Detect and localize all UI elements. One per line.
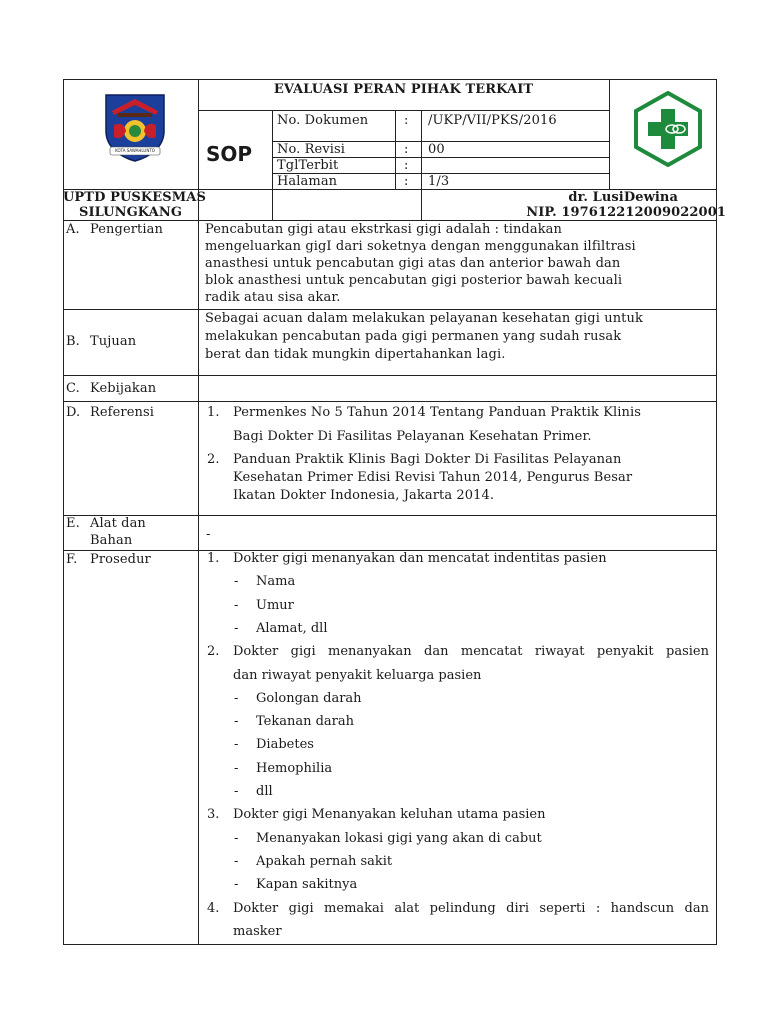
- procedure-list: [198, 547, 716, 942]
- procedure-step-text: dan riwayat penyakit keluarga pasien: [233, 667, 482, 683]
- doc-number-value: /UKP/VII/PKS/2016: [428, 113, 557, 128]
- procedure-step-number: 2.: [207, 644, 220, 660]
- section-a-label: A.: [66, 222, 80, 237]
- issue-date-label: TglTerbit: [277, 158, 339, 173]
- section-f-title: Prosedur: [90, 552, 151, 567]
- reference-line: Permenkes No 5 Tahun 2014 Tentang Panduan Praktik Klinis: [233, 405, 642, 420]
- page-value: 1/3: [428, 174, 450, 189]
- section-a-line: Pencabutan gigi atau ekstrkasi gigi adalah : tindakan: [205, 222, 562, 237]
- grid-line: [63, 944, 717, 945]
- section-f-label: F.: [66, 552, 78, 567]
- city-logo-banner: KOTA SAWAHLUNTO: [115, 148, 155, 153]
- procedure-sub-item: Umur: [256, 597, 294, 613]
- section-a-line: anasthesi untuk pencabutan gigi atas dan anterior bawah dan: [205, 256, 621, 271]
- section-d-title: Referensi: [90, 405, 154, 420]
- procedure-sub-item: Diabetes: [256, 737, 314, 753]
- section-a-title: Pengertian: [90, 222, 163, 237]
- reference-line: Bagi Dokter Di Fasilitas Pelayanan Kesehatan Primer.: [233, 429, 592, 444]
- bullet-dash: -: [234, 597, 239, 613]
- grid-line: [63, 375, 717, 376]
- section-c-label: C.: [66, 381, 80, 396]
- procedure-step-text: Dokter gigi menanyakan dan mencatat riwayat penyakit pasien: [233, 644, 709, 660]
- issue-date-sep: :: [404, 158, 409, 173]
- procedure-sub-item: Tekanan darah: [256, 714, 355, 730]
- bullet-dash: -: [234, 714, 239, 730]
- section-b-title: Tujuan: [90, 334, 137, 349]
- org-name-line1: UPTD PUSKESMAS: [63, 190, 206, 205]
- page-sep: :: [404, 174, 409, 189]
- section-e-label: E.: [66, 516, 80, 531]
- section-e-content: -: [206, 527, 211, 542]
- procedure-sub-item: Nama: [256, 574, 296, 590]
- procedure-sub-item: Hemophilia: [256, 760, 333, 776]
- signer-nip: NIP. 197612212009022001: [526, 205, 726, 220]
- bullet-dash: -: [234, 737, 239, 753]
- procedure-sub-item: Menanyakan lokasi gigi yang akan di cabut: [256, 830, 542, 846]
- section-b-line: Sebagai acuan dalam melakukan pelayanan kesehatan gigi untuk: [205, 311, 643, 326]
- grid-line: [272, 110, 273, 220]
- reference-number: 1.: [207, 405, 220, 420]
- revision-value: 00: [428, 142, 445, 157]
- section-b-label: B.: [66, 334, 80, 349]
- procedure-sub-item: Golongan darah: [256, 690, 362, 706]
- doc-number-sep: :: [404, 113, 409, 128]
- section-e-title-line2: Bahan: [90, 533, 133, 548]
- reference-line: Ikatan Dokter Indonesia, Jakarta 2014.: [233, 488, 495, 503]
- section-c-title: Kebijakan: [90, 381, 157, 396]
- procedure-step-number: 3.: [207, 807, 220, 823]
- grid-line: [63, 515, 717, 516]
- bullet-dash: -: [234, 620, 239, 636]
- procedure-step-text: Dokter gigi Menanyakan keluhan utama pasien: [233, 807, 546, 823]
- doc-number-label: No. Dokumen: [277, 113, 369, 128]
- bullet-dash: -: [234, 760, 239, 776]
- bullet-dash: -: [234, 877, 239, 893]
- revision-label: No. Revisi: [277, 142, 346, 157]
- document-title: EVALUASI PERAN PIHAK TERKAIT: [273, 82, 534, 97]
- bullet-dash: -: [234, 784, 239, 799]
- procedure-step-text: Dokter gigi memakai alat pelindung diri seperti : handscun dan: [233, 900, 709, 916]
- section-a-line: radik atau sisa akar.: [205, 290, 341, 305]
- section-b-line: melakukan pencabutan pada gigi permanen yang sudah rusak: [205, 329, 622, 344]
- section-b-line: berat dan tidak mungkin dipertahankan lagi.: [205, 347, 506, 362]
- section-e-title-line1: Alat dan: [90, 516, 146, 531]
- grid-line: [421, 110, 422, 220]
- procedure-step-number: 4.: [207, 900, 220, 916]
- section-d-label: D.: [66, 405, 81, 420]
- procedure-sub-item: Apakah pernah sakit: [256, 853, 393, 869]
- reference-line: Panduan Praktik Klinis Bagi Dokter Di Fasilitas Pelayanan: [233, 452, 622, 467]
- revision-sep: :: [404, 142, 409, 157]
- procedure-sub-item: dll: [256, 784, 273, 799]
- reference-line: Kesehatan Primer Edisi Revisi Tahun 2014, Pengurus Besar: [233, 470, 633, 485]
- bullet-dash: -: [234, 574, 239, 590]
- signer-name: dr. LusiDewina: [568, 190, 678, 205]
- section-a-line: mengeluarkan gigI dari soketnya dengan menggunakan ilfiltrasi: [205, 239, 636, 254]
- page-label: Halaman: [277, 174, 338, 189]
- grid-line: [63, 401, 717, 402]
- grid-line: [63, 79, 717, 80]
- procedure-sub-item: Kapan sakitnya: [256, 877, 358, 893]
- grid-line: [395, 110, 396, 189]
- procedure-step-text: Dokter gigi menanyakan dan mencatat indentitas pasien: [233, 551, 607, 566]
- sop-label: SOP: [206, 142, 253, 166]
- procedure-step-text: masker: [233, 923, 282, 939]
- reference-number: 2.: [207, 452, 220, 467]
- grid-line: [198, 110, 609, 111]
- bullet-dash: -: [234, 853, 239, 869]
- section-a-line: blok anasthesi untuk pencabutan gigi posterior bawah kecuali: [205, 273, 623, 288]
- bullet-dash: -: [234, 690, 239, 706]
- procedure-step-number: 1.: [207, 551, 220, 566]
- procedure-sub-item: Alamat, dll: [256, 620, 328, 636]
- puskesmas-logo: [632, 91, 704, 167]
- grid-line: [609, 79, 610, 189]
- org-name-line2: SILUNGKANG: [78, 205, 183, 220]
- city-logo: [100, 91, 170, 163]
- bullet-dash: -: [234, 830, 239, 846]
